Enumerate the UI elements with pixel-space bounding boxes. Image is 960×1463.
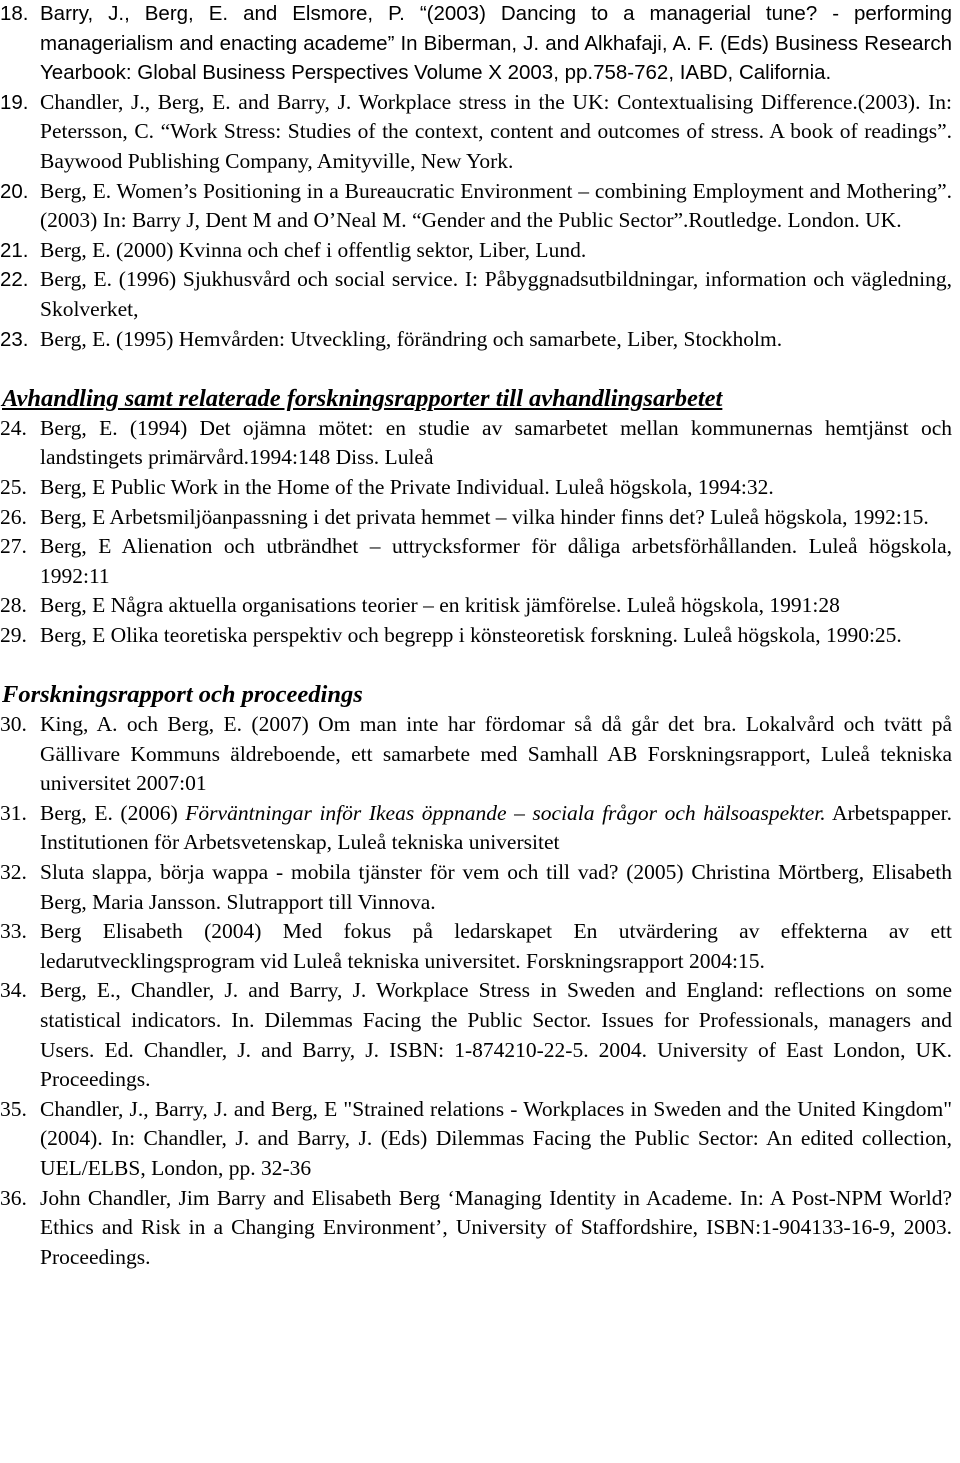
reference-text: Berg, E Alienation och utbrändhet – uttrycksformer för dåliga arbetsförhållanden. Luleå högskola, 1992:11 <box>40 534 952 588</box>
reference-number: 23. <box>0 327 29 351</box>
reference-number: 25. <box>0 474 27 499</box>
reference-text: Berg, E. (2000) Kvinna och chef i offentlig sektor, Liber, Lund. <box>40 237 587 262</box>
reference-text: Berg, E. Women’s Positioning in a Bureaucratic Environment – combining Employment and Mothering”. (2003) In: Barry J, Dent M and O’Neal M. “Gender and the Public Sector”.Routledge. London. UK. <box>40 178 952 233</box>
reference-item <box>0 265 960 324</box>
reference-number: 28. <box>0 593 27 618</box>
reference-item <box>0 917 960 976</box>
reference-text: Berg, E. (1994) Det ojämna mötet: en studie av samarbetet mellan kommunernas hemtjänst och landstingets primärvård.1994:148 Diss. Luleå <box>40 415 952 470</box>
reference-number: 35. <box>0 1096 27 1121</box>
reference-item <box>0 1095 960 1184</box>
reference-item <box>0 710 960 799</box>
reference-text: Sluta slappa, börja wappa - mobila tjänster för vem och till vad? (2005) Christina Mörtberg, Elisabeth Berg, Maria Jansson. Slutrapport till Vinnova. <box>40 860 952 914</box>
section-heading-dissertation: Avhandling samt relaterade forskningsrapporter till avhandlingsarbetet <box>2 385 723 413</box>
reference-text: Barry, J., Berg, E. and Elsmore, P. “(2003) Dancing to a managerial tune? - performing managerialism and enacting academe” In Biberman, J. and Alkhafaji, A. F. (Eds) Business Research Yearbook: Global Business Perspectives Volume X 2003, pp.758-762, IABD, California. <box>40 2 952 85</box>
reference-text: Chandler, J., Barry, J. and Berg, E "Strained relations - Workplaces in Sweden and the United Kingdom" (2004). In: Chandler, J. and Barry, J. (Eds) Dilemmas Facing the Public Sector: An edited collection, UEL/ELBS, London, pp. 32-36 <box>40 1096 952 1180</box>
reference-text: Berg, E., Chandler, J. and Barry, J. Workplace Stress in Sweden and England: reflections on some statistical indicators. In. Dilemmas Facing the Public Sector. Issues for Professionals, managers and Users. Ed. Chandler, J. and Barry, J. ISBN: 1-874210-22-5. 2004. University of East London, UK. Proceedings. <box>40 978 952 1092</box>
reference-item <box>0 621 960 651</box>
reference-number: 33. <box>0 919 27 944</box>
reference-number: 26. <box>0 504 27 529</box>
reference-number: 20. <box>0 179 29 203</box>
reference-item <box>0 414 960 473</box>
reference-number: 34. <box>0 978 27 1003</box>
reference-number: 21. <box>0 238 29 262</box>
reference-number: 31. <box>0 800 27 825</box>
reference-text: Berg, E Olika teoretiska perspektiv och begrepp i könsteoretisk forskning. Luleå högskola, 1990:25. <box>40 622 902 647</box>
reference-text: Berg, E Public Work in the Home of the Private Individual. Luleå högskola, 1994:32. <box>40 474 774 499</box>
reference-number: 32. <box>0 860 27 885</box>
reference-item <box>0 976 960 1094</box>
reference-text-after: Arbetspapper. Institutionen för Arbetsvetenskap, Luleå tekniska universitet <box>40 800 953 855</box>
reference-text: Berg Elisabeth (2004) Med fokus på ledarskapet En utvärdering av effekterna av ett ledarutvecklingsprogram vid Luleå tekniska universitet. Forskningsrapport 2004:15. <box>40 919 952 973</box>
reference-text: Berg, E. (1996) Sjukhusvård och social service. I: Påbyggnadsutbildningar, information och vägledning, Skolverket, <box>40 267 952 321</box>
reference-item <box>0 503 960 533</box>
reference-text: Chandler, J., Berg, E. and Barry, J. Workplace stress in the UK: Contextualising Difference.(2003). In: Petersson, C. “Work Stress: Studies of the context, content and outcomes of stress. A book of readings”. Baywood Publishing Company, Amityville, New York. <box>40 89 952 173</box>
reference-item <box>0 236 960 266</box>
reference-number: 27. <box>0 534 27 559</box>
reference-text: Berg, E. (1995) Hemvården: Utveckling, förändring och samarbete, Liber, Stockholm. <box>40 326 783 351</box>
reference-item <box>0 858 960 917</box>
reference-number: 18. <box>0 2 29 25</box>
reference-item <box>0 1184 960 1273</box>
reference-item <box>0 473 960 503</box>
reference-text-before: Berg, E. (2006) <box>40 800 186 825</box>
reference-item <box>0 0 960 88</box>
reference-title-italic: Förväntningar inför Ikeas öppnande – sociala frågor och hälsoaspekter. <box>185 800 826 825</box>
reference-text: King, A. och Berg, E. (2007) Om man inte har fördomar så då går det bra. Lokalvård och tvätt på Gällivare Kommuns äldreboende, ett samarbete med Samhall AB Forskningsrapport, Luleå tekniska universitet 2007:01 <box>40 712 952 796</box>
reference-item <box>0 591 960 621</box>
reference-number: 36. <box>0 1185 27 1210</box>
section-heading-research-reports: Forskningsrapport och proceedings <box>2 681 363 709</box>
reference-number: 24. <box>0 415 27 440</box>
reference-item <box>0 325 960 355</box>
reference-text: John Chandler, Jim Barry and Elisabeth Berg ‘Managing Identity in Academe. In: A Post-NPM World? Ethics and Risk in a Changing Environment’, University of Staffordshire, ISBN:1-904133-16-9, 2003. Proceedings. <box>40 1185 952 1269</box>
reference-number: 19. <box>0 90 29 114</box>
reference-number: 29. <box>0 622 27 647</box>
reference-item <box>0 532 960 591</box>
reference-number: 22. <box>0 268 29 292</box>
reference-item <box>0 88 960 177</box>
reference-number: 30. <box>0 712 27 737</box>
reference-item <box>0 177 960 236</box>
reference-item <box>0 799 960 858</box>
reference-text: Berg, E Arbetsmiljöanpassning i det privata hemmet – vilka hinder finns det? Luleå högskola, 1992:15. <box>40 504 929 529</box>
reference-text: Berg, E Några aktuella organisations teorier – en kritisk jämförelse. Luleå högskola, 1991:28 <box>40 593 840 618</box>
